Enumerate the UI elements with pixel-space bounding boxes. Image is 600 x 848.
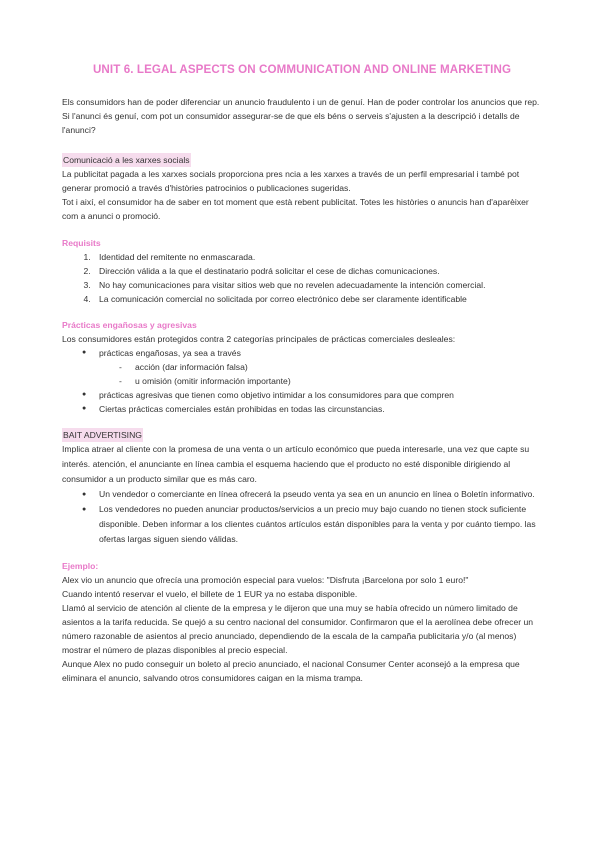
social-paragraph-1: La publicitat pagada a les xarxes socials proporciona pres ncia a les xarxes a través de un perfil empresarial i també pot generar promoció a través d'històries patrocinios o publicaciones sugeridas. bbox=[62, 169, 520, 193]
ejemplo-heading: Ejemplo: bbox=[62, 561, 99, 571]
list-item: ● prácticas agresivas que tienen como objetivo intimidar a los consumidores para que compren bbox=[99, 388, 542, 402]
page-title: UNIT 6. LEGAL ASPECTS ON COMMUNICATION AND ONLINE MARKETING bbox=[92, 63, 512, 76]
requisits-list bbox=[62, 250, 542, 306]
practicas-bullet-1: prácticas engañosas, ya sea a través bbox=[99, 348, 241, 358]
social-paragraph-2: Tot i així, el consumidor ha de saber en tot moment que està rebent publicitat. Totes les històries o anuncis han d'aparèixer com a anunci o promoció. bbox=[62, 197, 529, 221]
list-item: 1. Identidad del remitente no enmascarada. bbox=[93, 250, 542, 264]
requisits-heading: Requisits bbox=[62, 238, 101, 248]
requisits-section bbox=[62, 236, 542, 306]
social-heading: Comunicació a les xarxes socials bbox=[63, 155, 190, 165]
practicas-intro: Los consumidores están protegidos contra 2 categorías principales de prácticas comerciales desleales: bbox=[62, 334, 456, 344]
practicas-sublist bbox=[99, 360, 542, 388]
list-item: 2. Dirección válida a la que el destinatario podrá solicitar el cese de dichas comunicaciones. bbox=[93, 264, 542, 278]
practicas-list bbox=[62, 346, 542, 416]
bait-heading: BAIT ADVERTISING bbox=[63, 430, 142, 440]
social-section bbox=[62, 153, 542, 223]
list-item: 4. La comunicación comercial no solicitada por correo electrónico debe ser claramente identificable bbox=[93, 292, 542, 306]
list-item: - u omisión (omitir información importante) bbox=[119, 374, 542, 388]
list-item bbox=[99, 346, 542, 388]
list-item: ● Los vendedores no pueden anunciar productos/servicios a un precio muy bajo cuando no tienen stock suficiente disponible. Deben informar a los clientes cuántos artículos están disponibles para la venta y por cuánto tiempo. las ofertas largas siguen siendo válidas. bbox=[99, 502, 542, 547]
list-item: 3. No hay comunicaciones para visitar sitios web que no revelen adecuadamente la intención comercial. bbox=[93, 278, 542, 292]
bait-list bbox=[62, 487, 542, 547]
practicas-heading: Prácticas engañosas y agresivas bbox=[62, 320, 197, 330]
list-item: ● Ciertas prácticas comerciales están prohibidas en todas las circunstancias. bbox=[99, 402, 542, 416]
practicas-section bbox=[62, 318, 542, 416]
ejemplo-section bbox=[62, 559, 542, 685]
intro-paragraph: Els consumidors han de poder diferenciar un anuncio fraudulento i un de genuí. Han de poder controlar los anuncios que rep. Si l'anunci és genuí, com pot un consumidor assegurar-se de que els béns o serveis s'ajusten a la descripció i detalls de l'anunci? bbox=[62, 97, 540, 135]
ejemplo-line-4: Aunque Alex no pudo conseguir un boleto al precio anunciado, el nacional Consumer Center aconsejó a la empresa que eliminara el anuncio, salvando otros consumidores caigan en la misma trampa. bbox=[62, 659, 520, 683]
ejemplo-line-3: Llamó al servicio de atención al cliente de la empresa y le dijeron que una muy se había ofrecido un número limitado de asientos a la tarifa reducida. Se quejó a su centro nacional del consumidor. Confirmaron que el la aerolínea debe ofrecer un número razonable de asientos al precio anunciado, dependiendo de la escala de la campaña publicitaria y/o (al menos) mostrar el número de plazas disponibles al precio especial. bbox=[62, 603, 534, 655]
list-item: ● Un vendedor o comerciante en línea ofrecerá la pseudo venta ya sea en un anuncio en línea o Boletín informativo. bbox=[99, 487, 542, 502]
bait-section bbox=[62, 428, 542, 547]
ejemplo-line-2: Cuando intentó reservar el vuelo, el billete de 1 EUR ya no estaba disponible. bbox=[62, 589, 358, 599]
bait-paragraph: Implica atraer al cliente con la promesa de una venta o un artículo económico que pueda interesarle, una vez que capte su interés. atención, el anunciante en línea cambia el esquema haciendo que el producto no esté disponible dirigiendo al consumidor a un producto similar que es más caro. bbox=[62, 444, 530, 484]
list-item: - acción (dar información falsa) bbox=[119, 360, 542, 374]
ejemplo-line-1: Alex vio un anuncio que ofrecía una promoción especial para vuelos: "Disfruta ¡Barcelona por solo 1 euro!" bbox=[62, 575, 469, 585]
